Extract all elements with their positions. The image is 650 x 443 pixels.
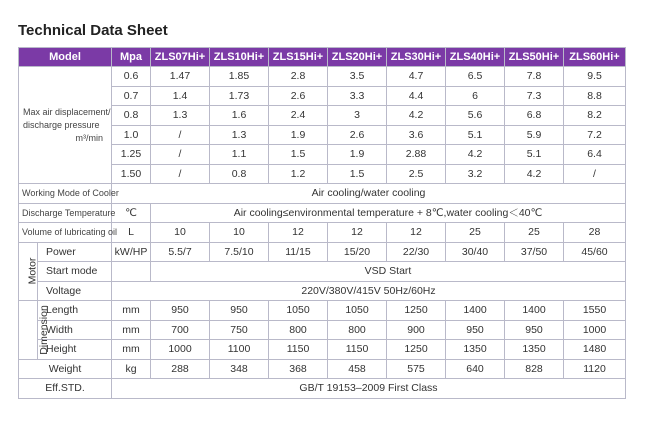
value-cell: 6.5 [446,67,505,87]
header-zls50: ZLS50Hi+ [505,48,564,67]
value-cell: 700 [151,320,210,340]
header-zls60: ZLS60Hi+ [564,48,626,67]
value-cell: 1050 [328,301,387,321]
eff-value: GB/T 19153–2009 First Class [112,379,626,399]
value-cell: 8.8 [564,86,626,106]
cooler-row [19,184,626,204]
value-cell: 348 [210,359,269,379]
value-cell: 7.3 [505,86,564,106]
motor-start-row [19,262,626,282]
power-unit: kW/HP [112,242,151,262]
oil-label: Volume of lubricating oil [19,223,112,243]
value-cell: 12 [328,223,387,243]
spec-table [18,47,626,399]
value-cell: 7.2 [564,125,626,145]
value-cell: 4.7 [387,67,446,87]
value-cell: 4.2 [505,164,564,184]
value-cell: 1.1 [210,145,269,165]
pressure-cell: 0.6 [112,67,151,87]
value-cell: 1.2 [269,164,328,184]
value-cell: 7.8 [505,67,564,87]
motor-group-label: Motor [19,242,38,301]
weight-label: Weight [19,359,112,379]
width-label: Width [38,320,112,340]
value-cell: 950 [210,301,269,321]
height-unit: mm [112,340,151,360]
value-cell: 800 [269,320,328,340]
value-cell: 1.5 [328,164,387,184]
value-cell: 5.1 [446,125,505,145]
motor-power-row [19,242,626,262]
discharge-unit: ℃ [112,203,151,223]
height-label: Height [38,340,112,360]
value-cell: 6 [446,86,505,106]
value-cell: 1400 [505,301,564,321]
header-zls15: ZLS15Hi+ [269,48,328,67]
value-cell: 1.73 [210,86,269,106]
pressure-cell: 1.25 [112,145,151,165]
value-cell: 458 [328,359,387,379]
value-cell: 1550 [564,301,626,321]
value-cell: 7.5/10 [210,242,269,262]
value-cell: 575 [387,359,446,379]
value-cell: 368 [269,359,328,379]
value-cell: 4.2 [446,145,505,165]
value-cell: 3.5 [328,67,387,87]
value-cell: 2.5 [387,164,446,184]
value-cell: 640 [446,359,505,379]
cooler-value: Air cooling/water cooling [112,184,626,204]
value-cell: 1400 [446,301,505,321]
value-cell: 2.8 [269,67,328,87]
value-cell: 3 [328,106,387,126]
value-cell: 2.6 [328,125,387,145]
value-cell: 1.5 [269,145,328,165]
dimension-height-row [19,340,626,360]
value-cell: 28 [564,223,626,243]
header-mpa: Mpa [112,48,151,67]
value-cell: / [151,164,210,184]
start-mode-value: VSD Start [151,262,626,282]
value-cell: 5.1 [505,145,564,165]
header-zls30: ZLS30Hi+ [387,48,446,67]
header-zls20: ZLS20Hi+ [328,48,387,67]
value-cell: 900 [387,320,446,340]
value-cell: 25 [505,223,564,243]
length-label: Length [38,301,112,321]
value-cell: 1.9 [328,145,387,165]
power-label: Power [38,242,112,262]
value-cell: 45/60 [564,242,626,262]
dimension-group-label: Dimension [19,301,38,360]
value-cell: 10 [210,223,269,243]
value-cell: 1000 [151,340,210,360]
value-cell: 3.2 [446,164,505,184]
value-cell: 828 [505,359,564,379]
value-cell: 9.5 [564,67,626,87]
value-cell: 2.88 [387,145,446,165]
value-cell: 750 [210,320,269,340]
header-zls10: ZLS10Hi+ [210,48,269,67]
discharge-value: Air cooling≤environmental temperature + 8℃,water cooling＜40℃ [151,203,626,223]
voltage-label: Voltage [38,281,112,301]
start-mode-label: Start mode [38,262,112,282]
value-cell: 12 [387,223,446,243]
value-cell: 3.6 [387,125,446,145]
value-cell: 1000 [564,320,626,340]
page-title: Technical Data Sheet [18,22,168,39]
value-cell: 11/15 [269,242,328,262]
value-cell: / [151,145,210,165]
value-cell: 6.4 [564,145,626,165]
value-cell: 10 [151,223,210,243]
value-cell: / [151,125,210,145]
value-cell: 1350 [446,340,505,360]
value-cell: 6.8 [505,106,564,126]
weight-row [19,359,626,379]
value-cell: 950 [505,320,564,340]
value-cell: 1250 [387,340,446,360]
eff-label: Eff.STD. [19,379,112,399]
value-cell: 1150 [328,340,387,360]
value-cell: 1.6 [210,106,269,126]
weight-unit: kg [112,359,151,379]
value-cell: 8.2 [564,106,626,126]
value-cell: 15/20 [328,242,387,262]
pressure-cell: 1.50 [112,164,151,184]
value-cell: 4.4 [387,86,446,106]
motor-voltage-row [19,281,626,301]
value-cell: 37/50 [505,242,564,262]
discharge-label: Discharge Temperature [19,203,112,223]
dimension-length-row [19,301,626,321]
pressure-cell: 0.7 [112,86,151,106]
start-mode-unit [112,262,151,282]
value-cell: 30/40 [446,242,505,262]
pressure-cell: 0.8 [112,106,151,126]
value-cell: 950 [151,301,210,321]
value-cell: 22/30 [387,242,446,262]
value-cell: 4.2 [387,106,446,126]
cooler-label: Working Mode of Cooler [19,184,112,204]
header-zls40: ZLS40Hi+ [446,48,505,67]
value-cell: / [564,164,626,184]
value-cell: 1150 [269,340,328,360]
value-cell: 0.8 [210,164,269,184]
header-model: Model [19,48,112,67]
value-cell: 1250 [387,301,446,321]
dimension-width-row [19,320,626,340]
value-cell: 1100 [210,340,269,360]
value-cell: 5.9 [505,125,564,145]
oil-row [19,223,626,243]
length-unit: mm [112,301,151,321]
value-cell: 1.47 [151,67,210,87]
value-cell: 2.4 [269,106,328,126]
table-row [19,67,626,87]
value-cell: 3.3 [328,86,387,106]
value-cell: 800 [328,320,387,340]
value-cell: 1050 [269,301,328,321]
value-cell: 25 [446,223,505,243]
value-cell: 1.4 [151,86,210,106]
value-cell: 1480 [564,340,626,360]
air-displacement-label: Max air displacement/ discharge pressure m³/min [19,67,112,184]
oil-unit: L [112,223,151,243]
value-cell: 950 [446,320,505,340]
header-zls07: ZLS07Hi+ [151,48,210,67]
value-cell: 1.3 [151,106,210,126]
header-row [19,48,626,67]
value-cell: 1.85 [210,67,269,87]
value-cell: 5.5/7 [151,242,210,262]
value-cell: 1.9 [269,125,328,145]
value-cell: 1350 [505,340,564,360]
value-cell: 1.3 [210,125,269,145]
value-cell: 5.6 [446,106,505,126]
width-unit: mm [112,320,151,340]
voltage-value: 220V/380V/415V 50Hz/60Hz [112,281,626,301]
value-cell: 12 [269,223,328,243]
eff-row [19,379,626,399]
value-cell: 1120 [564,359,626,379]
pressure-cell: 1.0 [112,125,151,145]
value-cell: 288 [151,359,210,379]
discharge-row [19,203,626,223]
value-cell: 2.6 [269,86,328,106]
